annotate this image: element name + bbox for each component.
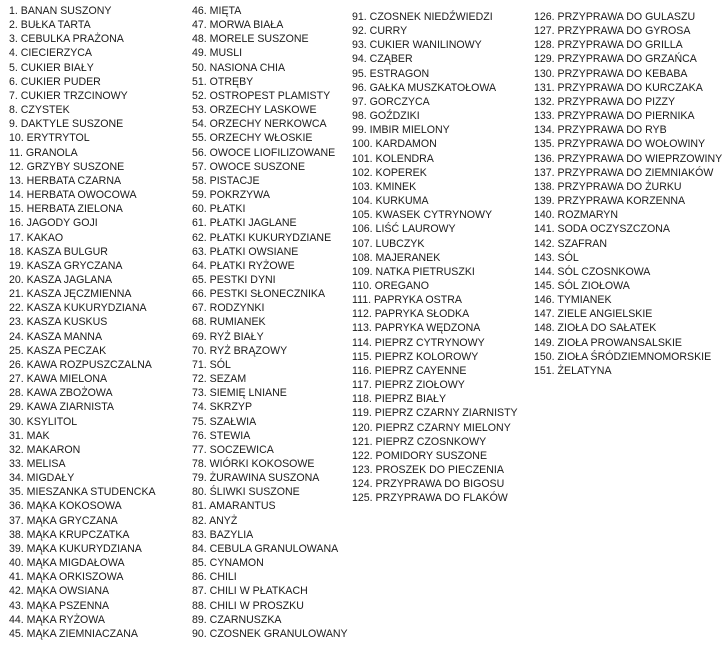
list-item: 30. KSYLITOL [9,415,78,428]
list-item: 106. LIŚĆ LAUROWY [352,223,456,236]
list-item: 56. OWOCE LIOFILIZOWANE [192,146,336,159]
list-item: 61. PŁATKI JAGLANE [192,217,297,230]
list-item: 99. IMBIR MIELONY [352,124,450,137]
list-item: 83. BAZYLIA [192,528,254,541]
list-item: 33. MELISA [9,458,66,470]
list-item: 102. KOPEREK [352,166,427,179]
list-item: 85. CYNAMON [192,557,264,570]
list-item: 121. PIEPRZ CZOSNKOWY [352,435,487,448]
list-item: 15. HERBATA ZIELONA [9,203,123,216]
list-item: 80. ŚLIWKI SUSZONE [192,486,300,499]
list-item: 64. PŁATKI RYŻOWE [192,259,295,272]
list-item: 87. CHILI W PŁATKACH [192,585,308,598]
list-item: 43. MĄKA PSZENNA [9,599,110,612]
list-item: 36. MĄKA KOKOSOWA [9,500,122,513]
list-item: 115. PIEPRZ KOLOROWY [352,350,479,363]
list-item: 84. CEBULA GRANULOWANA [192,542,339,555]
list-item: 141. SODA OCZYSZCZONA [534,223,670,236]
list-item: 18. KASZA BULGUR [9,245,108,258]
list-item: 108. MAJERANEK [352,251,441,264]
list-item: 53. ORZECHY LASKOWE [192,104,317,117]
list-item: 132. PRZYPRAWA DO PIZZY [534,95,676,108]
list-item: 37. MĄKA GRYCZANA [9,514,118,527]
list-item: 94. CZĄBER [352,53,413,66]
list-item: 148. ZIOŁA DO SAŁATEK [534,322,657,335]
list-item: 68. RUMIANEK [192,316,266,329]
list-item: 26. KAWA ROZPUSZCZALNA [9,358,152,371]
list-item: 86. CHILI [192,571,237,584]
list-item: 124. PRZYPRAWA DO BIGOSU [352,478,505,491]
list-item: 116. PIEPRZ CAYENNE [352,364,467,377]
list-item: 72. SEZAM [192,373,247,386]
list-item: 67. RODZYNKI [192,302,265,315]
list-item: 59. POKRZYWA [192,189,270,202]
list-item: 31. MAK [9,429,50,442]
list-item: 22. KASZA KUKURYDZIANA [9,302,147,315]
list-item: 55. ORZECHY WŁOSKIE [192,132,313,145]
list-item: 117. PIEPRZ ZIOŁOWY [352,379,465,392]
list-item: 82. ANYŻ [192,514,238,527]
list-item: 62. PŁATKI KUKURYDZIANE [192,231,332,244]
list-item: 137. PRZYPRAWA DO ZIEMNIAKÓW [534,166,714,179]
list-item: 122. POMIDORY SUSZONE [352,449,488,462]
list-item: 142. SZAFRAN [534,237,608,250]
list-item: 151. ŻELATYNA [534,364,612,377]
list-item: 3. CEBULKA PRAŻONA [9,33,124,46]
list-item: 113. PAPRYKA WĘDZONA [352,322,481,335]
list-item: 39. MĄKA KUKURYDZIANA [9,542,142,555]
list-item: 28. KAWA ZBOŻOWA [9,387,113,400]
list-item: 60. PŁATKI [192,203,246,216]
list-item: 111. PAPRYKA OSTRA [352,294,462,307]
list-item: 103. KMINEK [352,180,417,193]
list-item: 118. PIEPRZ BIAŁY [352,393,447,406]
list-item: 123. PROSZEK DO PIECZENIA [352,464,504,476]
list-item: 107. LUBCZYK [352,237,425,250]
list-item: 112. PAPRYKA SŁODKA [352,308,470,321]
list-item: 92. CURRY [352,25,408,38]
list-item: 81. AMARANTUS [192,500,276,513]
list-item: 6. CUKIER PUDER [9,75,101,88]
list-item: 50. NASIONA CHIA [192,61,286,74]
list-item: 2. BUŁKA TARTA [9,19,91,32]
list-item: 13. HERBATA CZARNA [9,174,122,187]
list-item: 38. MĄKA KRUPCZATKA [9,528,130,541]
list-item: 1. BANAN SUSZONY [9,5,112,17]
product-list-column-3 [352,10,518,505]
list-item: 52. OSTROPEST PLAMISTY [192,89,331,102]
list-item: 32. MAKARON [9,443,81,456]
list-item: 105. KWASEK CYTRYNOWY [352,209,493,222]
list-item: 51. OTRĘBY [192,75,254,88]
list-item: 79. ŻURAWINA SUSZONA [192,472,320,485]
list-item: 140. ROZMARYN [534,209,618,222]
list-item: 21. KASZA JĘCZMIENNA [9,288,132,301]
list-item: 54. ORZECHY NERKOWCA [192,118,327,131]
list-item: 71. SÓL [192,358,231,371]
list-item: 34. MIGDAŁY [9,472,75,485]
list-item: 104. KURKUMA [352,195,429,208]
list-item: 41. MĄKA ORKISZOWA [9,571,124,584]
list-item: 4. CIECIERZYCA [9,47,93,60]
list-item: 35. MIESZANKA STUDENCKA [9,486,156,499]
list-item: 46. MIĘTA [192,5,242,17]
list-item: 89. CZARNUSZKA [192,613,282,626]
product-list-column-1 [9,4,156,641]
list-item: 23. KASZA KUSKUS [9,316,108,329]
list-item: 20. KASZA JAGLANA [9,273,113,286]
list-item: 58. PISTACJE [192,174,260,187]
list-item: 10. ERYTRYTOL [9,132,90,145]
list-item: 5. CUKIER BIAŁY [9,61,94,74]
list-item: 109. NATKA PIETRUSZKI [352,265,475,278]
list-item: 95. ESTRAGON [352,67,430,80]
list-item: 134. PRZYPRAWA DO RYB [534,124,667,137]
list-item: 91. CZOSNEK NIEDŹWIEDZI [352,11,493,23]
list-item: 8. CZYSTEK [9,104,70,117]
list-item: 88. CHILI W PROSZKU [192,599,304,612]
list-item: 110. OREGANO [352,279,429,292]
list-item: 98. GOŹDZIKI [352,110,420,123]
list-item: 78. WIÓRKI KOKOSOWE [192,458,315,470]
list-item: 40. MĄKA MIGDAŁOWA [9,557,125,570]
list-item: 44. MĄKA RYŻOWA [9,613,105,626]
list-item: 120. PIEPRZ CZARNY MIELONY [352,421,511,434]
list-item: 129. PRZYPRAWA DO GRZAŃCA [534,53,697,66]
list-item: 97. GORCZYCA [352,95,430,108]
list-item: 143. SÓL [534,251,579,264]
list-item: 9. DAKTYLE SUSZONE [9,118,124,131]
list-item: 19. KASZA GRYCZANA [9,259,123,272]
list-item: 12. GRZYBY SUSZONE [9,160,125,173]
list-item: 147. ZIELE ANGIELSKIE [534,308,653,321]
list-item: 145. SÓL ZIOŁOWA [534,279,630,292]
list-item: 45. MĄKA ZIEMNIACZANA [9,627,138,640]
list-item: 14. HERBATA OWOCOWA [9,189,137,202]
list-item: 135. PRZYPRAWA DO WOŁOWINY [534,138,706,151]
list-item: 146. TYMIANEK [534,294,612,307]
list-item: 57. OWOCE SUSZONE [192,160,306,173]
list-item: 65. PESTKI DYNI [192,273,276,286]
list-item: 7. CUKIER TRZCINOWY [9,89,128,102]
list-item: 101. KOLENDRA [352,152,434,165]
list-item: 66. PESTKI SŁONECZNIKA [192,288,326,301]
list-item: 48. MORELE SUSZONE [192,33,309,46]
list-item: 11. GRANOLA [9,146,78,159]
list-item: 93. CUKIER WANILINOWY [352,39,482,52]
list-item: 77. SOCZEWICA [192,443,274,456]
list-item: 47. MORWA BIAŁA [192,19,284,32]
list-item: 63. PŁATKI OWSIANE [192,245,299,258]
list-item: 136. PRZYPRAWA DO WIEPRZOWINY [534,152,723,165]
list-item: 114. PIEPRZ CYTRYNOWY [352,336,485,349]
list-item: 125. PRZYPRAWA DO FLAKÓW [352,492,508,505]
list-item: 131. PRZYPRAWA DO KURCZAKA [534,81,703,94]
list-item: 24. KASZA MANNA [9,330,103,343]
list-item: 42. MĄKA OWSIANA [9,585,110,598]
list-item: 150. ZIOŁA ŚRÓDZIEMNOMORSKIE [534,350,712,363]
product-list-column-2 [192,4,348,641]
list-item: 96. GAŁKA MUSZKATOŁOWA [352,81,497,94]
list-item: 127. PRZYPRAWA DO GYROSA [534,25,691,38]
list-item: 128. PRZYPRAWA DO GRILLA [534,39,683,52]
list-item: 17. KAKAO [9,231,64,244]
list-item: 73. SIEMIĘ LNIANE [192,387,287,400]
list-item: 130. PRZYPRAWA DO KEBABA [534,67,688,80]
list-item: 144. SÓL CZOSNKOWA [534,265,651,278]
list-item: 27. KAWA MIELONA [9,373,108,386]
list-item: 126. PRZYPRAWA DO GULASZU [534,11,696,23]
list-item: 69. RYŻ BIAŁY [192,330,264,343]
list-item: 100. KARDAMON [352,138,437,151]
list-item: 133. PRZYPRAWA DO PIERNIKA [534,110,695,123]
list-item: 75. SZAŁWIA [192,415,257,428]
list-item: 16. JAGODY GOJI [9,217,98,230]
list-item: 119. PIEPRZ CZARNY ZIARNISTY [352,407,518,420]
list-item: 70. RYŻ BRĄZOWY [192,344,288,357]
list-item: 25. KASZA PECZAK [9,344,107,357]
list-item: 138. PRZYPRAWA DO ŻURKU [534,180,682,193]
list-item: 149. ZIOŁA PROWANSALSKIE [534,336,682,349]
list-item: 76. STEWIA [192,429,251,442]
list-item: 74. SKRZYP [192,401,253,414]
list-item: 90. CZOSNEK GRANULOWANY [192,627,348,640]
product-list-column-4 [534,10,722,378]
list-item: 29. KAWA ZIARNISTA [9,401,114,414]
list-item: 49. MUSLI [192,47,243,60]
list-item: 139. PRZYPRAWA KORZENNA [534,195,686,208]
